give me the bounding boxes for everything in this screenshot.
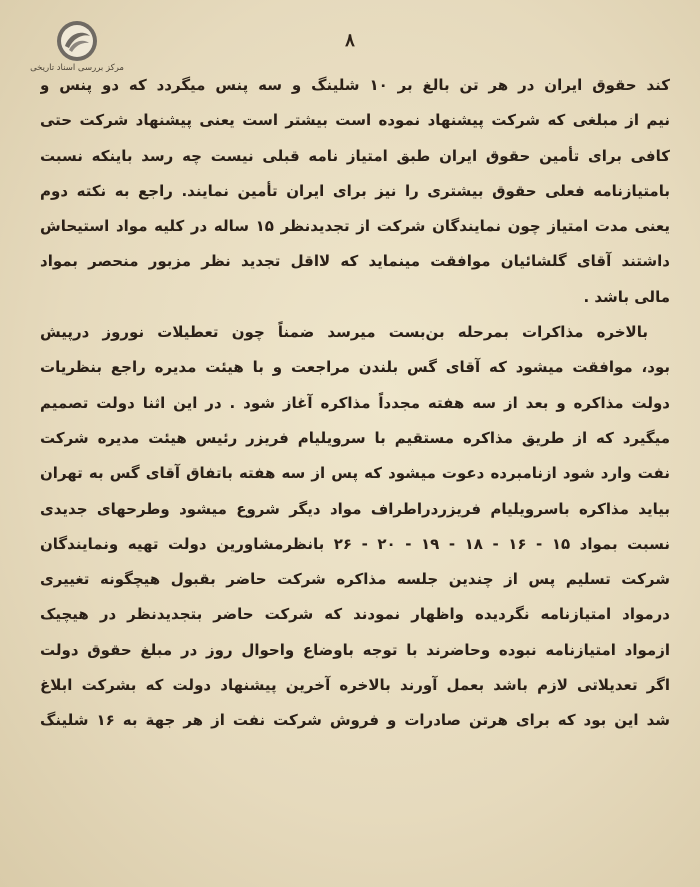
text-line: بامتیازنامه فعلی حقوق بیشتری را نیز برای ایران تأمین نمایند. راجع به نکته دوم: [40, 181, 670, 200]
text-line: نفت وارد شود ازنامبرده دعوت میشود که پس از سه هفته باتفاق آقای گس به تهران: [40, 464, 670, 483]
text-line: کافی برای تأمین حقوق ایران طبق امتیاز نامه قبلی نیست چه رسد باینکه نسبت: [40, 146, 670, 165]
text-line: دولت مذاکره و بعد از سه هفته مجدداً مذاکره آغاز شود . در این اثنا دولت تصمیم: [40, 393, 670, 412]
text-line: درمواد امتیازنامه نگردیده واظهار نمودند که شرکت حاضر بتجدیدنظر در هیچیک: [40, 605, 670, 624]
text-line: داشتند آقای گلشائیان موافقت مینماید که لااقل تجدید نظر مزبور منحصر بمواد: [40, 252, 670, 271]
page-number: ۸: [345, 30, 355, 51]
text-line: کند حقوق ایران در هر تن بالغ بر ۱۰ شلینگ و سه پنس میگردد که دو پنس و: [40, 76, 670, 94]
text-line: شرکت تسلیم پس از چندین جلسه مذاکره شرکت حاضر بقبول هیچگونه تغییری: [40, 570, 670, 589]
archive-caption: مرکز بررسی اسناد تاریخی: [30, 63, 124, 73]
text-line: بیاید مذاکره باسرویلیام فریزردراطراف مواد دیگر شروع میشود وطرحهای جدیدی: [40, 499, 670, 518]
text-line: بالاخره مذاکرات بمرحله بن‌بست میرسد ضمناً چون تعطیلات نوروز درپیش: [40, 323, 648, 342]
text-line: یعنی مدت امتیاز چون نمایندگان شرکت از تجدیدنظر ۱۵ ساله در کلیه مواد استیحاش: [40, 217, 670, 236]
text-line: میگیرد که از طریق مذاکره مستقیم با سرویلیام فریزر رئیس هیئت مدیره شرکت: [40, 428, 670, 447]
text-line: مالی باشد .: [583, 287, 670, 306]
document-body: [40, 68, 670, 739]
text-line: نسبت بمواد ۱۵ - ۱۶ - ۱۸ - ۱۹ - ۲۰ - ۲۶ بانظرمشاورین دولت تهیه ونمایندگان: [40, 534, 670, 553]
text-line: ازمواد امتیازنامه نبوده وحاضرند با توجه باوضاع واحوال روز در مبلغ حقوق دولت: [40, 640, 670, 659]
text-line: شد این بود که برای هرتن صادرات و فروش شرکت نفت از هر جهة به ۱۶ شلینگ: [40, 711, 670, 730]
text-line: اگر تعدیلاتی لازم باشد بعمل آورند بالاخره آخرین پیشنهاد دولت که بشرکت ابلاغ: [40, 676, 670, 695]
archive-emblem-icon: [56, 20, 98, 62]
text-line: نیم از مبلغی که شرکت پیشنهاد نموده است بیشتر است یعنی پیشنهاد شرکت حتی: [40, 111, 670, 130]
text-line: بود، موافقت میشود که آقای گس بلندن مراجعت و با هیئت مدیره راجع بنظریات: [40, 358, 670, 377]
